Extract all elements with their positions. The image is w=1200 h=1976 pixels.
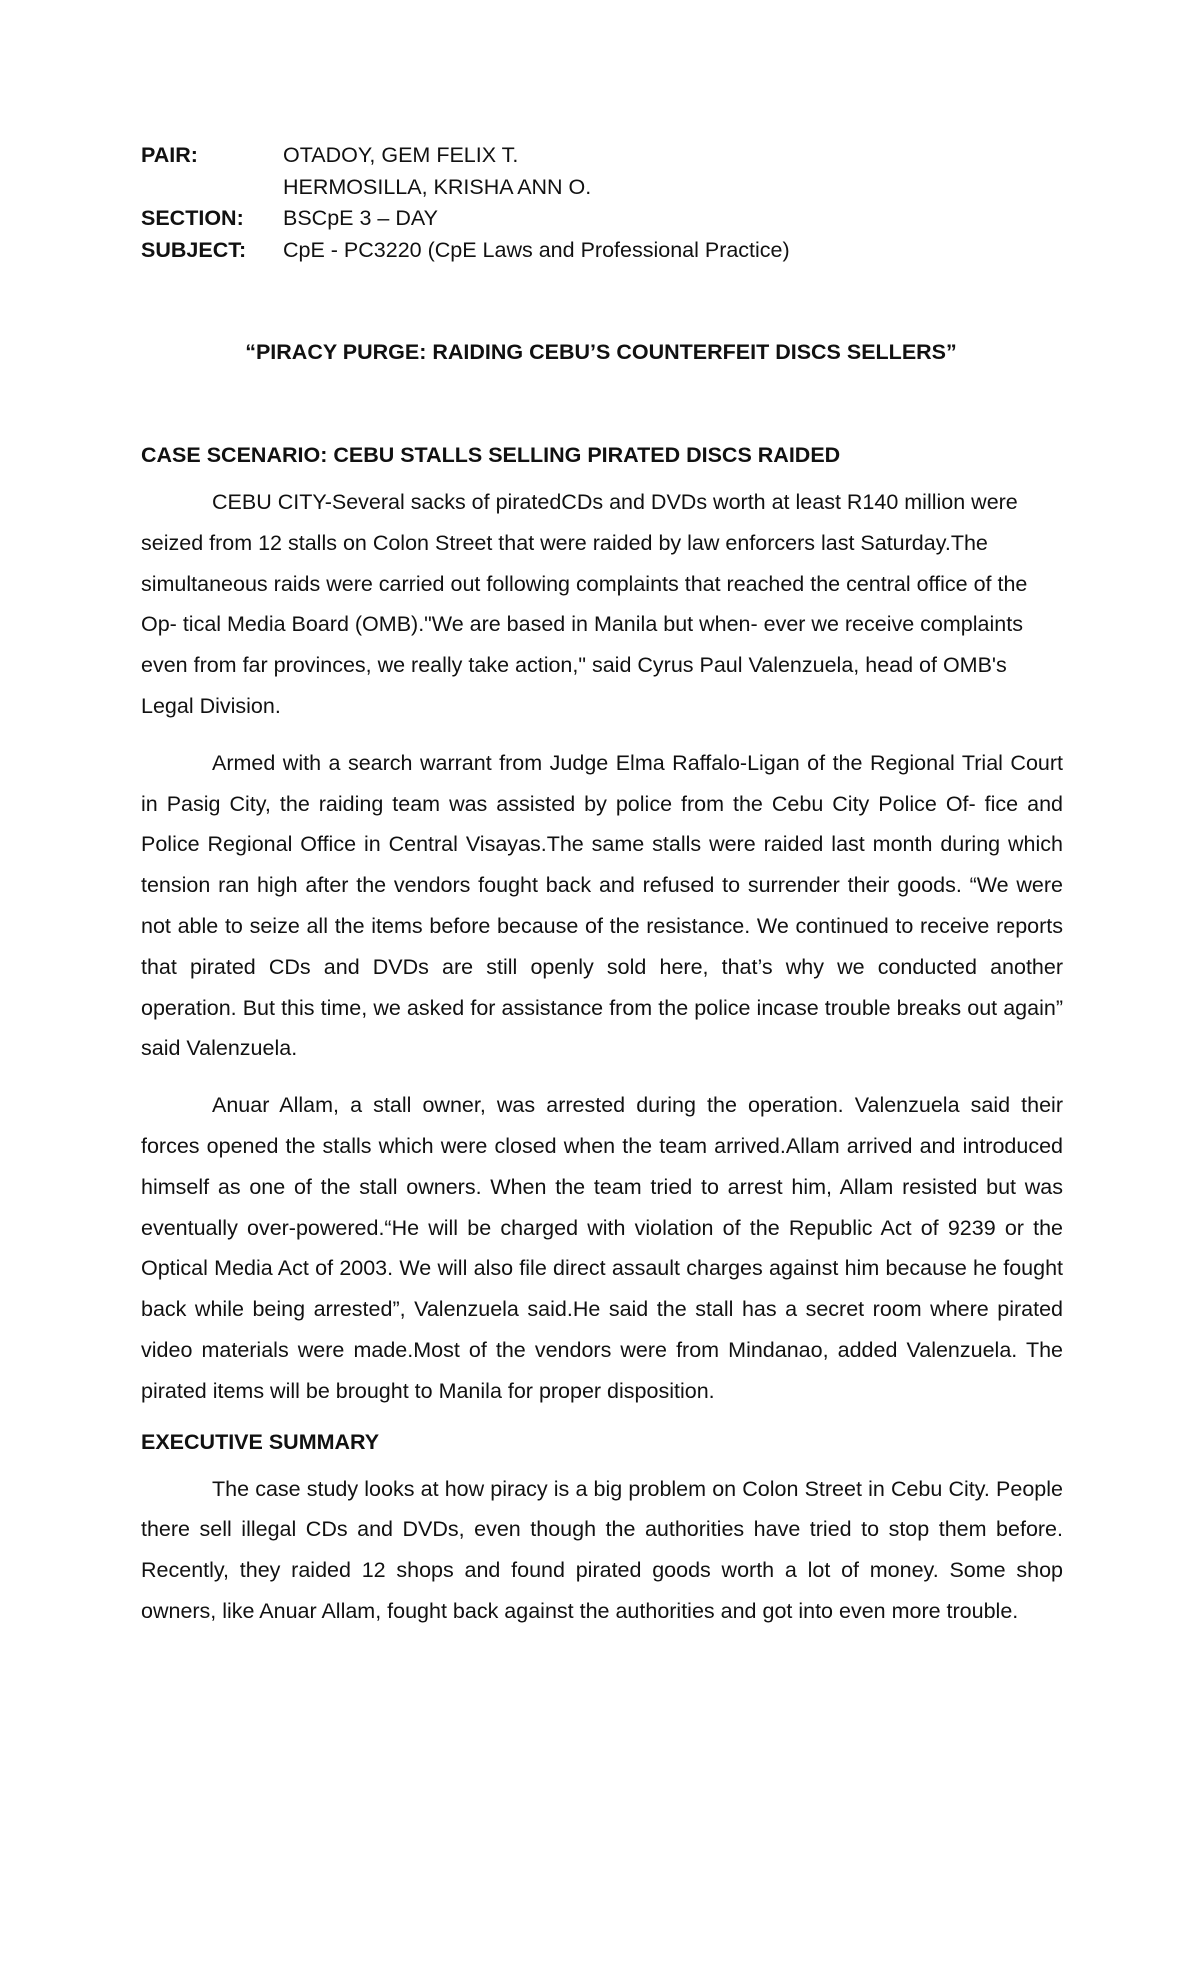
pair-row-2 (141, 172, 1061, 204)
section-value: BSCpE 3 – DAY (283, 206, 438, 230)
subject-value: CpE - PC3220 (CpE Laws and Professional Practice) (283, 237, 790, 262)
pair-name-1: OTADOY, GEM FELIX T. (283, 143, 519, 167)
pair-label: PAIR: (141, 143, 198, 167)
section-row (141, 203, 1061, 235)
case-scenario-heading: CASE SCENARIO: CEBU STALLS SELLING PIRATED DISCS RAIDED (141, 443, 841, 467)
document-title: “PIRACY PURGE: RAIDING CEBU’S COUNTERFEIT DISCS SELLERS” (245, 340, 957, 364)
pair-label-spacer (141, 172, 283, 204)
document-body (141, 440, 1063, 1632)
executive-summary-heading: EXECUTIVE SUMMARY (141, 1429, 380, 1454)
pair-name-2: HERMOSILLA, KRISHA ANN O. (283, 174, 592, 199)
document-header (141, 140, 1061, 266)
section-label: SECTION: (141, 206, 244, 230)
case-paragraph-1: CEBU CITY-Several sacks of piratedCDs and DVDs worth at least R140 million were seized from 12 stalls on Colon Street that were raided by law enforcers last Saturday.The simultaneous raids were carried out following complaints that reached the central office of the Op- tical Media Board (OMB)."We are based in Manila but when- ever we receive complaints even from far provinces, we really take action," said Cyrus Paul Valenzuela, head of OMB's Legal Division. (141, 490, 1028, 718)
pair-row (141, 140, 1061, 172)
executive-summary-paragraph: The case study looks at how piracy is a big problem on Colon Street in Cebu City. People there sell illegal CDs and DVDs, even though the authorities have tried to stop them before. Recently, they raided 12 shops and found pirated goods worth a lot of money. Some shop owners, like Anuar Allam, fought back against the authorities and got into even more trouble. (141, 1476, 1063, 1623)
case-paragraph-3: Anuar Allam, a stall owner, was arrested during the operation. Valenzuela said their forces opened the stalls which were closed when the team arrived.Allam arrived and introduced himself as one of the stall owners. When the team tried to arrest him, Allam resisted but was eventually over-powered.“He will be charged with violation of the Republic Act of 9239 or the Optical Media Act of 2003. We will also file direct assault charges against him because he fought back while being arrested”, Valenzuela said.He said the stall has a secret room where pirated video materials were made.Most of the vendors were from Mindanao, added Valenzuela. The pirated items will be brought to Manila for proper disposition. (141, 1093, 1063, 1403)
case-paragraph-2: Armed with a search warrant from Judge Elma Raffalo-Ligan of the Regional Trial Court in Pasig City, the raiding team was assisted by police from the Cebu City Police Of- fice and Police Regional Office in Central Visayas.The same stalls were raided last month during which tension ran high after the vendors fought back and refused to surrender their goods. “We were not able to seize all the items before because of the resistance. We continued to receive reports that pirated CDs and DVDs are still openly sold here, that’s why we conducted another operation. But this time, we asked for assistance from the police incase trouble breaks out again” said Valenzuela. (141, 750, 1063, 1061)
subject-label: SUBJECT: (141, 237, 247, 262)
subject-row (141, 235, 1061, 267)
